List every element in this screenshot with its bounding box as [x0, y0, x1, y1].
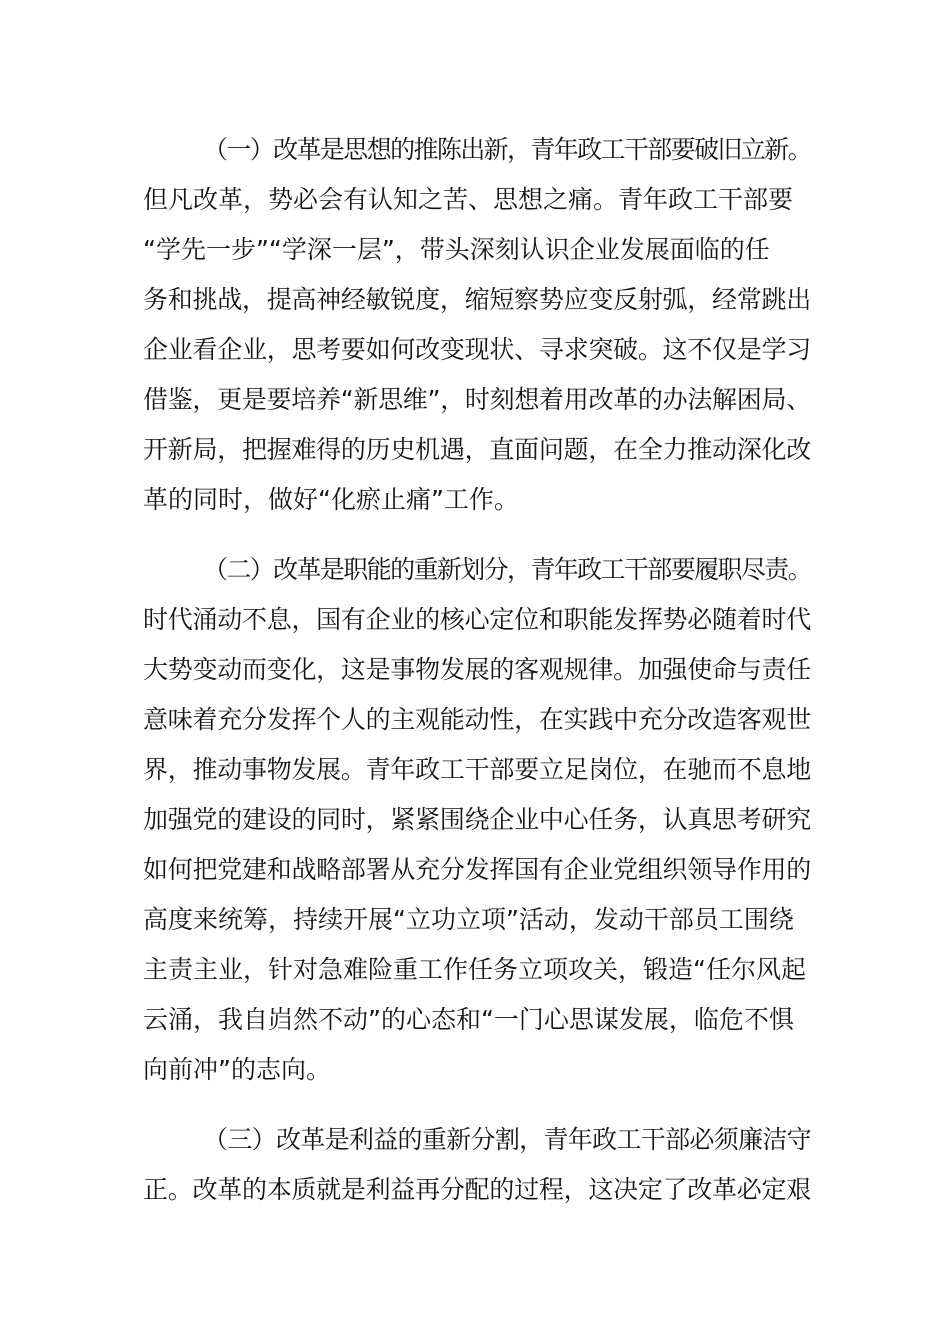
paragraph-line: 加强党的建设的同时，紧紧围绕企业中心任务，认真思考研究 — [143, 805, 812, 834]
paragraph-line: 向前冲”的志向。 — [143, 1055, 331, 1084]
paragraph-line: 如何把党建和战略部署从充分发挥国有企业党组织领导作用的 — [143, 855, 812, 884]
paragraph-line: 革的同时，做好“化瘀止痛”工作。 — [143, 485, 519, 514]
paragraph-line: 界，推动事物发展。青年政工干部要立足岗位，在驰而不息地 — [143, 755, 812, 784]
paragraph-line: 务和挑战，提高神经敏锐度，缩短察势应变反射弧，经常跳出 — [143, 285, 812, 314]
paragraph-line: （一）改革是思想的推陈出新，青年政工干部要破旧立新。 — [203, 135, 812, 164]
paragraph-line: （二）改革是职能的重新划分，青年政工干部要履职尽责。 — [203, 555, 812, 584]
paragraph-line: （三）改革是利益的重新分割，青年政工干部必须廉洁守 — [203, 1125, 812, 1154]
paragraph-line: 高度来统筹，持续开展“立功立项”活动，发动干部员工围绕 — [143, 905, 794, 934]
paragraph-line: “学先一步”“学深一层”，带头深刻认识企业发展面临的任 — [143, 235, 770, 264]
paragraph-line: 企业看企业，思考要如何改变现状、寻求突破。这不仅是学习 — [143, 335, 812, 364]
paragraph-line: 时代涌动不息，国有企业的核心定位和职能发挥势必随着时代 — [143, 605, 812, 634]
paragraph-line: 开新局，把握难得的历史机遇，直面问题，在全力推动深化改 — [143, 435, 812, 464]
paragraph-line: 正。改革的本质就是利益再分配的过程，这决定了改革必定艰 — [143, 1175, 812, 1204]
paragraph-line: 但凡改革，势必会有认知之苦、思想之痛。青年政工干部要 — [143, 185, 794, 214]
paragraph-line: 主责主业，针对急难险重工作任务立项攻关，锻造“任尔风起 — [143, 955, 806, 984]
paragraph-line: 借鉴，更是要培养“新思维”，时刻想着用改革的办法解困局、 — [143, 385, 811, 414]
paragraph-line: 意味着充分发挥个人的主观能动性，在实践中充分改造客观世 — [143, 705, 812, 734]
paragraph-line: 云涌，我自岿然不动”的心态和“一门心思谋发展，临危不惧 — [143, 1005, 794, 1034]
paragraph-line: 大势变动而变化，这是事物发展的客观规律。加强使命与责任 — [143, 655, 812, 684]
